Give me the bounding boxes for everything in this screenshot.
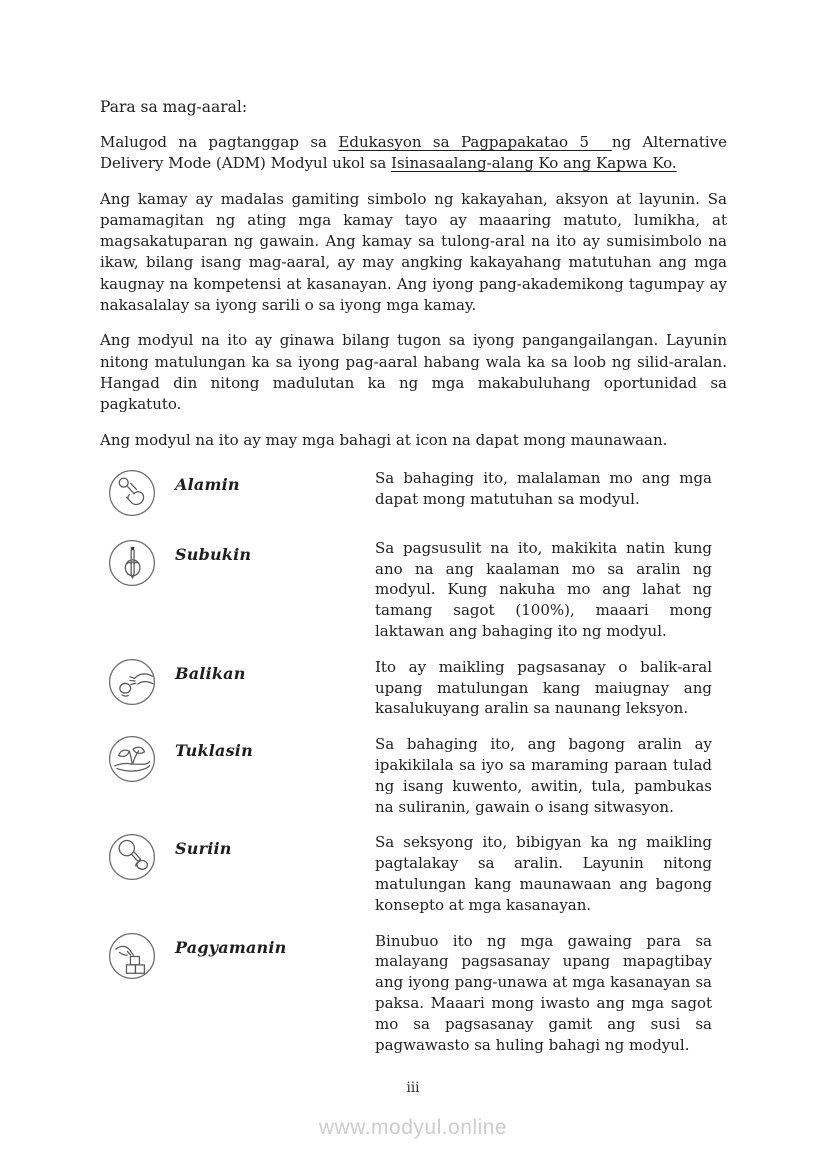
welcome-paragraph xyxy=(100,132,727,175)
hand-sprout-icon xyxy=(107,733,157,785)
module-parts-list xyxy=(100,467,727,1056)
module-part-row xyxy=(100,733,727,817)
body-paragraph-hands: Ang kamay ay madalas gamiting simbolo ng kakayahan, aksyon at layunin. Sa pamamagitan ng ating mga kamay tayo ay maaaring matuto, lumikha, at magsakatuparan ng gawain. Ang kamay sa tulong-aral na ito ay sumisimbolo na ikaw, bilang isang mag-aaral, ay may angking kakayahang matutuhan ang mga kaugnay na kompetensi at kasanayan. Ang iyong pang-akademikong tagumpay ay nakasalalay sa iyong sarili o sa iyong mga kamay. xyxy=(100,189,727,315)
magnifier-hand-icon xyxy=(107,831,157,883)
part-description: Sa seksyong ito, bibigyan ka ng maikling pagtalakay sa aralin. Layunin nitong matulungan kang maunawaan ang bagong konsepto at mga kasanayan. xyxy=(375,833,712,914)
underlined-title-text: Edukasyon sa Pagpapakatao 5 xyxy=(338,133,612,151)
page-heading: Para sa mag-aaral: xyxy=(100,98,248,116)
body-paragraph-purpose: Ang modyul na ito ay ginawa bilang tugon sa iyong pangangailangan. Layunin nitong matulungan ka sa iyong pag-aaral habang wala ka sa loob ng silid-aralan. Hangad din nitong madulutan ka ng mga makabuluhang oportunidad sa pagkatuto. xyxy=(100,331,727,414)
part-description: Sa pagsusulit na ito, makikita natin kung ano na ang kaalaman mo sa aralin ng modyul. Kung nakuha mo ang lahat ng tamang sagot (100%), maaari mong laktawan ang bahaging ito ng modyul. xyxy=(375,538,712,641)
hand-click-icon xyxy=(107,467,157,519)
part-label: Subukin xyxy=(175,544,252,564)
module-part-row xyxy=(100,831,727,915)
hand-blocks-icon xyxy=(107,930,157,982)
welcome-text: Malugod na pagtanggap sa xyxy=(100,133,339,151)
hand-pencil-icon xyxy=(107,537,157,589)
part-description: Sa bahaging ito, ang bagong aralin ay ipakikilala sa iyo sa maraming paraan tulad ng isang kuwento, awitin, tula, pambukas na suliranin, gawain o isang sitwasyon. xyxy=(375,735,712,816)
watermark-text: www.modyul.online xyxy=(318,1116,508,1139)
hands-reaching-icon xyxy=(107,656,157,708)
module-part-row xyxy=(100,930,727,1056)
page-number: iii xyxy=(406,1080,420,1096)
part-description: Ito ay maikling pagsasanay o balik-aral upang matulungan kang maiugnay ang kasalukuyang aralin sa naunang leksyon. xyxy=(375,657,712,718)
module-part-row xyxy=(100,467,727,523)
part-label: Balikan xyxy=(175,663,246,683)
module-part-row xyxy=(100,656,727,719)
parts-intro-line: Ang modyul na ito ay may mga bahagi at icon na dapat mong maunawaan. xyxy=(100,430,668,449)
part-label: Tuklasin xyxy=(175,741,253,761)
module-part-row xyxy=(100,537,727,642)
part-label: Alamin xyxy=(175,474,240,494)
part-label: Suriin xyxy=(175,839,232,859)
part-label: Pagyamanin xyxy=(175,937,287,957)
underlined-title-text: Isinasaalang-alang Ko ang Kapwa Ko. xyxy=(391,154,677,173)
part-description: Binubuo ito ng mga gawaing para sa malayang pagsasanay upang mapagtibay ang iyong pang-unawa at mga kasanayan sa paksa. Maaari mong iwasto ang mga sagot mo sa pagsasanay gamit ang susi sa pagwawasto sa huling bahagi ng modyul. xyxy=(375,931,712,1054)
welcome-text: ng Alternative Delivery Mode (ADM) Modyul ukol sa xyxy=(100,133,727,173)
part-description: Sa bahaging ito, malalaman mo ang mga dapat mong matutuhan sa modyul. xyxy=(375,468,712,508)
